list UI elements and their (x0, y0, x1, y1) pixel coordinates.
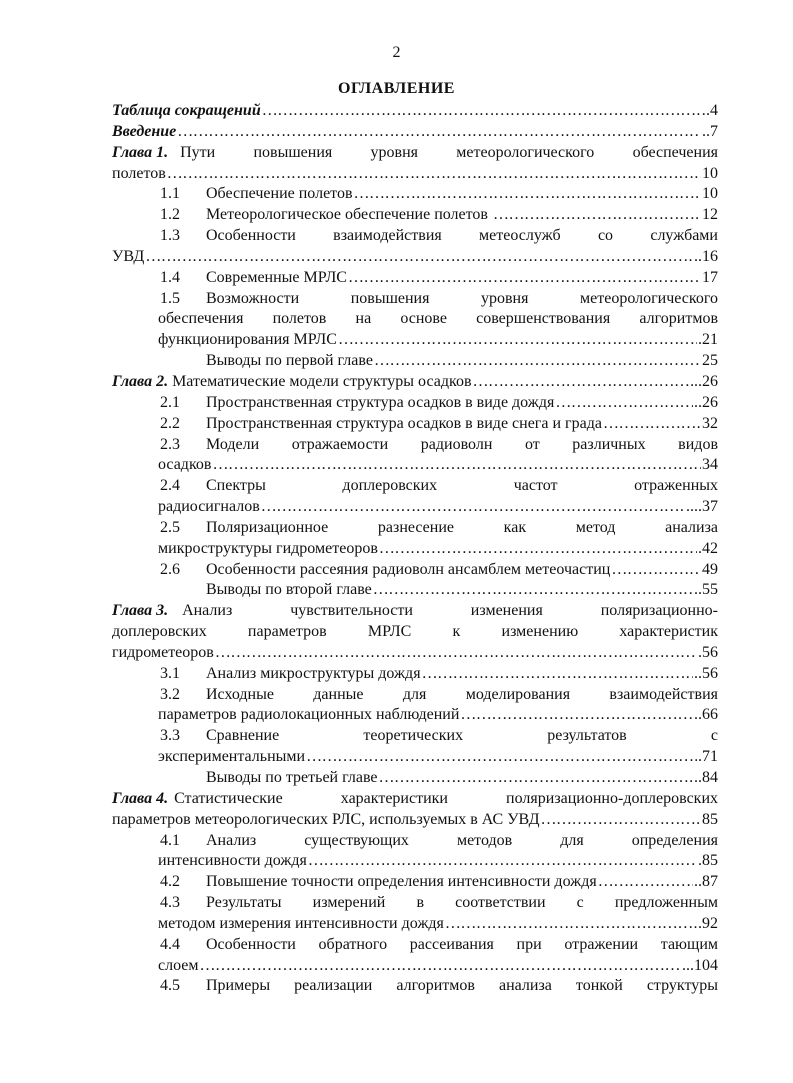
page-ref: 49 (702, 560, 718, 578)
page-ref: ..26 (694, 372, 718, 390)
toc-section-3-2-cont (112, 705, 718, 726)
section-number: 4.4 (160, 935, 180, 953)
page-ref: 10 (702, 185, 718, 203)
page-ref: 17 (702, 268, 718, 286)
toc-chapter-1[interactable] (112, 143, 718, 164)
page-ref: ..26 (694, 393, 718, 411)
toc-chapter-1-cont (112, 164, 718, 185)
entry-text: Примеры реализации алгоритмов анализа тонкой структуры (206, 977, 718, 995)
entry-text: интенсивности дождя (158, 852, 307, 870)
page-ref: ..55 (694, 581, 718, 599)
page-ref: .42 (698, 539, 718, 557)
entry-text: Модели отражаемости радиоволн от различных видов (206, 435, 718, 453)
entry-text: Результаты измерений в соответствии с предложенным (206, 894, 718, 912)
toc-section-4-5[interactable] (112, 976, 718, 997)
entry-text: полетов (112, 164, 166, 182)
entry-text: Анализ существующих методов для определения (206, 831, 718, 849)
entry-text: Анализ микроструктуры дождя (206, 664, 421, 682)
page-ref: 25 (702, 352, 718, 370)
entry-text: Выводы по первой главе (206, 352, 373, 370)
toc-section-2-5-cont (112, 539, 718, 560)
entry-text: гидрометеоров (112, 643, 214, 661)
section-number: 3.3 (160, 727, 180, 745)
entry-text: Поляризационное разнесение как метод анализа (206, 518, 718, 536)
chapter-label: Глава 1. (112, 143, 169, 161)
entry-text: Особенности взаимодействия метеослужб со службами (206, 227, 718, 245)
toc-section-3-3[interactable] (112, 726, 718, 747)
section-number: 1.2 (160, 206, 180, 224)
page-ref: .85 (698, 852, 718, 870)
page-ref: ..66 (694, 706, 718, 724)
section-number: 4.1 (160, 831, 180, 849)
entry-text: Особенности рассеяния радиоволн ансамблем метеочастиц (206, 560, 611, 578)
page-ref: .92 (698, 914, 718, 932)
entry-text: доплеровских параметров МРЛС к изменению характеристик (112, 623, 718, 641)
page-ref: ..16 (694, 247, 718, 265)
chapter-label: Глава 4. (112, 789, 169, 807)
page-ref: 85 (702, 810, 718, 828)
page-ref: .21 (698, 331, 718, 349)
page-ref: 10 (702, 164, 718, 182)
section-number: 4.2 (160, 873, 180, 891)
entry-text: Анализ чувствительности изменения поляризационно- (182, 602, 718, 620)
page-ref: 34 (702, 456, 718, 474)
page-ref: .71 (698, 748, 718, 766)
entry-text: Сравнение теоретических результатов с (206, 727, 718, 745)
toc-section-2-4[interactable] (112, 476, 718, 497)
entry-text: параметров радиолокационных наблюдений (158, 706, 460, 724)
entry-text: Повышение точности определения интенсивности дождя (206, 873, 597, 891)
entry-text: слоем (158, 956, 199, 974)
entry-text: Исходные данные для моделирования взаимодействия (206, 685, 718, 703)
toc-section-4-4[interactable] (112, 935, 718, 956)
toc-conclusions-2[interactable] (112, 580, 718, 601)
section-number: 1.1 (160, 185, 180, 203)
toc-section-4-4-cont (112, 956, 718, 977)
table-of-contents (112, 101, 718, 997)
toc-section-1-5-cont1 (112, 309, 718, 330)
section-number: 2.2 (160, 414, 180, 432)
entry-text: УВД (112, 247, 145, 265)
toc-section-2-2[interactable] (112, 414, 718, 435)
toc-section-3-3-cont (112, 747, 718, 768)
section-number: 2.6 (160, 560, 180, 578)
entry-text: Обеспечение полетов (206, 185, 353, 203)
entry-text: Статистические характеристики поляризационно-доплеровских (174, 789, 718, 807)
entry-text: радиосигналов (158, 498, 260, 516)
page-ref: ..84 (694, 769, 718, 786)
entry-text: обеспечения полетов на основе совершенствования алгоритмов (158, 310, 718, 328)
section-number: 1.4 (160, 268, 180, 286)
section-number: 4.5 (160, 977, 180, 995)
section-number: 3.1 (160, 664, 180, 682)
page-ref: 32 (702, 414, 718, 432)
page-ref: 12 (702, 206, 718, 224)
toc-section-3-1[interactable] (112, 664, 718, 685)
toc-section-2-5[interactable] (112, 518, 718, 539)
section-number: 2.4 (160, 477, 180, 495)
entry-text: Математические модели структуры осадков (168, 372, 472, 390)
toc-chapter-3-cont1 (112, 622, 718, 643)
entry-label: Введение (112, 122, 177, 140)
section-number: 3.2 (160, 685, 180, 703)
entry-text: экспериментальными (158, 748, 306, 766)
page-number: 2 (392, 44, 401, 61)
page-ref: ..87 (694, 873, 718, 891)
entry-text: Возможности повышения уровня метеорологического (206, 289, 718, 307)
toc-section-1-3[interactable] (112, 226, 718, 247)
toc-section-4-3[interactable] (112, 893, 718, 914)
section-number: 4.3 (160, 894, 180, 912)
toc-title: ОГЛАВЛЕНИЕ (338, 80, 455, 97)
entry-text: осадков (158, 456, 212, 474)
toc-section-1-1[interactable] (112, 184, 718, 205)
entry-text: Метеорологическое обеспечение полетов (206, 206, 492, 224)
section-number: 2.5 (160, 518, 180, 536)
section-number: 2.3 (160, 435, 180, 453)
toc-section-2-1[interactable] (112, 393, 718, 414)
page-ref: ....37 (686, 498, 718, 516)
toc-section-1-2[interactable] (112, 205, 718, 226)
toc-section-1-5-cont2 (112, 330, 718, 351)
page-ref: .4 (706, 102, 718, 119)
toc-conclusions-3[interactable] (112, 768, 718, 789)
toc-chapter-3[interactable] (112, 601, 718, 622)
entry-text: микроструктуры гидрометеоров (158, 539, 378, 557)
toc-entry-abbreviations[interactable] (112, 101, 718, 122)
chapter-label: Глава 3. (112, 602, 169, 620)
entry-text: Спектры доплеровских частот отраженных (206, 477, 718, 495)
entry-text: Особенности обратного рассеивания при отражении тающим (206, 935, 718, 953)
toc-chapter-3-cont2 (112, 643, 718, 664)
toc-section-4-2[interactable] (112, 872, 718, 893)
toc-section-2-6[interactable] (112, 560, 718, 581)
page-ref: .56 (698, 643, 718, 661)
entry-text: функционирования МРЛС (158, 331, 337, 349)
toc-section-2-3[interactable] (112, 435, 718, 456)
toc-chapter-4-cont (112, 810, 718, 831)
section-number: 1.3 (160, 227, 180, 245)
toc-section-3-2[interactable] (112, 685, 718, 706)
section-number: 1.5 (160, 289, 180, 307)
toc-section-1-4[interactable] (112, 268, 718, 289)
page-ref: ...104 (682, 956, 718, 974)
entry-text: методом измерения интенсивности дождя (158, 914, 444, 932)
toc-section-1-3-cont (112, 247, 718, 268)
toc-section-4-3-cont (112, 914, 718, 935)
entry-text: Пространственная структура осадков в виде дождя (206, 393, 555, 411)
entry-label: Таблица сокращений (112, 102, 261, 119)
toc-section-4-1-cont (112, 851, 718, 872)
toc-entry-introduction[interactable] (112, 122, 718, 143)
entry-text: Современные МРЛС (206, 268, 347, 286)
entry-text: Пути повышения уровня метеорологического обеспечения (180, 143, 718, 161)
toc-chapter-2[interactable] (112, 372, 718, 393)
chapter-label: Глава 2. (112, 372, 169, 390)
toc-section-1-5[interactable] (112, 289, 718, 310)
section-number: 2.1 (160, 393, 180, 411)
toc-section-2-4-cont (112, 497, 718, 518)
page-ref: ..56 (694, 664, 718, 682)
page-ref: ..7 (702, 122, 718, 140)
toc-section-4-1[interactable] (112, 831, 718, 852)
entry-text: Выводы по второй главе (206, 581, 372, 599)
toc-conclusions-1[interactable] (112, 351, 718, 372)
toc-chapter-4[interactable] (112, 789, 718, 810)
entry-text: Выводы по третьей главе (206, 769, 378, 786)
entry-text: Пространственная структура осадков в виде снега и града (206, 414, 602, 432)
toc-section-2-3-cont (112, 455, 718, 476)
entry-text: параметров метеорологических РЛС, используемых в АС УВД (112, 810, 540, 828)
